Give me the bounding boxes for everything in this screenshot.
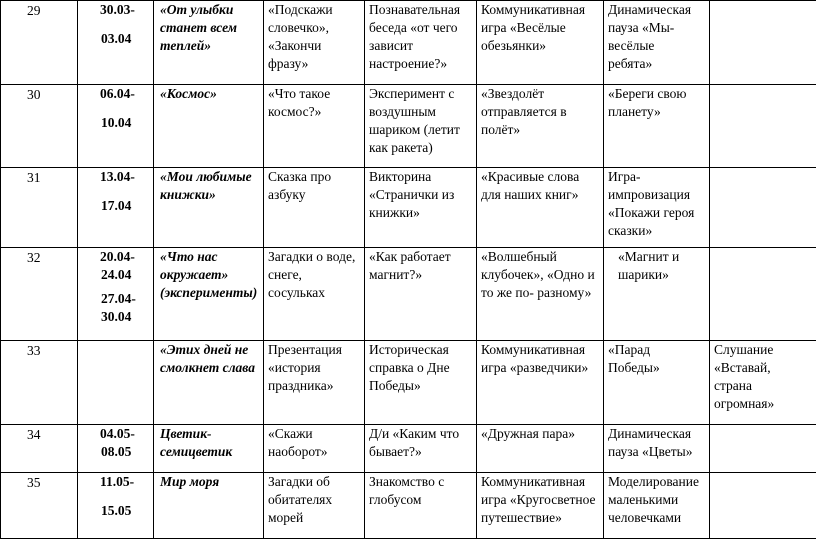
table-row bbox=[1, 248, 816, 341]
activity-cell: Моделирование маленькими человечками bbox=[604, 473, 710, 539]
date-range bbox=[78, 425, 154, 473]
row-number: 33 bbox=[1, 341, 78, 425]
date-start: 06.04- bbox=[83, 85, 149, 103]
activity-cell: «Дружная пара» bbox=[477, 425, 604, 473]
activity-cell: Презентация «история праздника» bbox=[264, 341, 365, 425]
date-start: 30.03- bbox=[83, 1, 149, 19]
week-theme: Цветик-семицветик bbox=[154, 425, 264, 473]
row-number: 30 bbox=[1, 85, 78, 168]
activity-cell: Эксперимент с воздушным шариком (летит как ракета) bbox=[365, 85, 477, 168]
activity-cell: Коммуникативная игра «Весёлые обезьянки» bbox=[477, 1, 604, 85]
week-theme: «Что нас окружает» (эксперименты) bbox=[154, 248, 264, 341]
activity-cell: Коммуникативная игра «разведчики» bbox=[477, 341, 604, 425]
table-row bbox=[1, 341, 816, 425]
row-number: 31 bbox=[1, 168, 78, 248]
date-end: 17.04 bbox=[83, 197, 149, 215]
activity-cell: «Что такое космос?» bbox=[264, 85, 365, 168]
date-end: 30.04 bbox=[83, 308, 149, 326]
date-end: 10.04 bbox=[83, 114, 149, 132]
activity-cell: «Скажи наоборот» bbox=[264, 425, 365, 473]
activity-cell bbox=[710, 473, 816, 539]
activity-cell: Сказка про азбуку bbox=[264, 168, 365, 248]
activity-cell: «Красивые слова для наших книг» bbox=[477, 168, 604, 248]
activity-cell: Коммуникативная игра «Кругосветное путешествие» bbox=[477, 473, 604, 539]
date-start: 13.04- bbox=[83, 168, 149, 186]
date-start: 04.05- bbox=[83, 425, 149, 443]
week-theme: «Мои любимые книжки» bbox=[154, 168, 264, 248]
date-end: 08.05 bbox=[83, 443, 149, 461]
activity-cell: «Магнит и шарики» bbox=[604, 248, 710, 341]
activity-cell: Викторина «Странички из книжки» bbox=[365, 168, 477, 248]
activity-cell bbox=[710, 248, 816, 341]
activity-cell bbox=[710, 168, 816, 248]
activity-cell: «Береги свою планету» bbox=[604, 85, 710, 168]
table-row bbox=[1, 473, 816, 539]
activity-cell: «Звездолёт отправляется в полёт» bbox=[477, 85, 604, 168]
date-range bbox=[78, 473, 154, 539]
week-theme: «От улыбки станет всем теплей» bbox=[154, 1, 264, 85]
row-number: 32 bbox=[1, 248, 78, 341]
activity-cell: «Волшебный клубочек», «Одно и то же по- разному» bbox=[477, 248, 604, 341]
activity-cell: Историческая справка о Дне Победы» bbox=[365, 341, 477, 425]
activity-cell: Слушание «Вставай, страна огромная» bbox=[710, 341, 816, 425]
date-range bbox=[78, 168, 154, 248]
table-row bbox=[1, 85, 816, 168]
date-range bbox=[78, 85, 154, 168]
activity-cell bbox=[710, 1, 816, 85]
date-end: 15.05 bbox=[83, 502, 149, 520]
activity-cell: Загадки о воде, снеге, сосульках bbox=[264, 248, 365, 341]
table-row bbox=[1, 168, 816, 248]
activity-cell: Познавательная беседа «от чего зависит настроение?» bbox=[365, 1, 477, 85]
date-range bbox=[78, 248, 154, 341]
week-theme: Мир моря bbox=[154, 473, 264, 539]
activity-cell: Знакомство с глобусом bbox=[365, 473, 477, 539]
activity-cell: «Парад Победы» bbox=[604, 341, 710, 425]
activity-cell: «Подскажи словечко», «Закончи фразу» bbox=[264, 1, 365, 85]
date-start: 11.05- bbox=[83, 473, 149, 491]
date-range bbox=[78, 1, 154, 85]
date-start-2: 27.04- bbox=[83, 290, 149, 308]
activity-cell: Д/и «Каким что бывает?» bbox=[365, 425, 477, 473]
table-row bbox=[1, 1, 816, 85]
activity-cell: Загадки об обитателях морей bbox=[264, 473, 365, 539]
activity-cell: Динамическая пауза «Цветы» bbox=[604, 425, 710, 473]
date-start: 20.04- bbox=[83, 248, 149, 266]
row-number: 34 bbox=[1, 425, 78, 473]
week-theme: «Космос» bbox=[154, 85, 264, 168]
activity-cell bbox=[710, 85, 816, 168]
row-number: 35 bbox=[1, 473, 78, 539]
activity-cell: «Как работает магнит?» bbox=[365, 248, 477, 341]
activity-cell: Игра- импровизация «Покажи героя сказки» bbox=[604, 168, 710, 248]
week-theme: «Этих дней не смолкнет слава bbox=[154, 341, 264, 425]
table-row bbox=[1, 425, 816, 473]
date-end: 03.04 bbox=[83, 30, 149, 48]
activity-cell bbox=[710, 425, 816, 473]
date-mid: 24.04 bbox=[83, 266, 149, 284]
row-number: 29 bbox=[1, 1, 78, 85]
date-range bbox=[78, 341, 154, 425]
activity-cell: Динамическая пауза «Мы- весёлые ребята» bbox=[604, 1, 710, 85]
